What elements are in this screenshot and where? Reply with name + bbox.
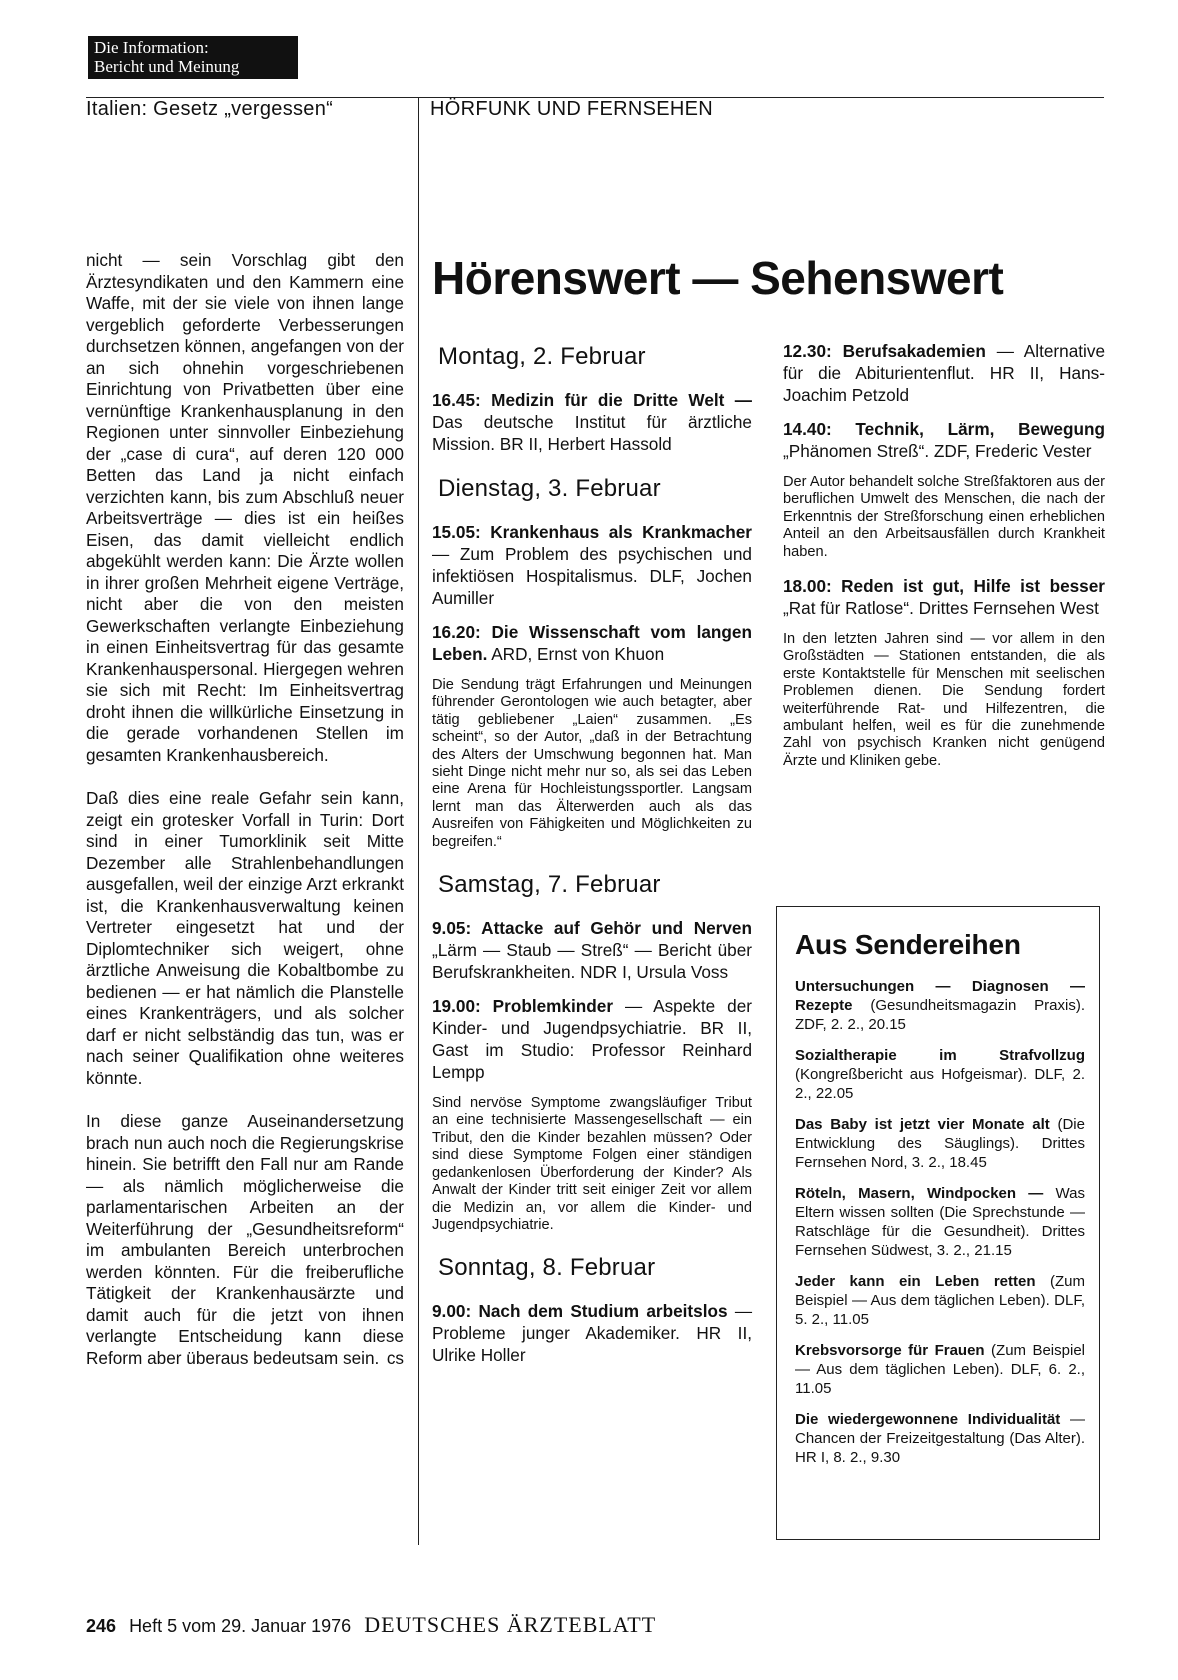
program-title: 12.30: Berufsakademien bbox=[783, 341, 986, 361]
page-headline: Hörenswert — Sehenswert bbox=[432, 252, 1004, 304]
series-details: (Gesundheitsmagazin Praxis). ZDF, 2. 2., 20.15 bbox=[795, 997, 1085, 1033]
schedule-column-right bbox=[783, 340, 1105, 784]
series-box-title: Aus Sendereihen bbox=[795, 929, 1021, 960]
series-entry bbox=[795, 1341, 1085, 1398]
program-entry bbox=[783, 575, 1105, 619]
program-title: 15.05: Krankenhaus als Krankmacher bbox=[432, 522, 752, 542]
schedule-column-left bbox=[432, 343, 752, 1378]
series-details: (Die Entwicklung des Säuglings). Drittes Fernsehen Nord, 3. 2., 18.45 bbox=[795, 1116, 1085, 1171]
column-divider bbox=[418, 97, 419, 1545]
ribbon-line-1: Die Information: bbox=[94, 38, 209, 57]
program-title: 16.20: Die Wissenschaft vom langen Leben. bbox=[432, 622, 752, 664]
program-description: Die Sendung trägt Erfahrungen und Meinungen führender Gerontologen wie auch betagter, aber tätig gebliebener „Laien“ zusammen. „Es scheint“, so der Autor, „daß in der Betrachtung des Alters der Umschwung begonnen hat. Man sieht Dinge nicht mehr nur so, als sei das Leben eine Arena für Hochleistungssportler. Langsam lernt man das Älterwerden auch als das Ausreifen von Fähigkeiten und Möglichkeiten zu begreifen.“ bbox=[432, 677, 752, 850]
series-title: Krebsvorsorge für Frauen bbox=[795, 1342, 985, 1359]
program-title: 19.00: Problemkinder bbox=[432, 996, 614, 1017]
program-details: — Probleme junger Akademiker. HR II, Ulrike Holler bbox=[432, 1301, 752, 1366]
article-paragraph-3: In diese ganze Auseinandersetzung brach nun auch noch die Regierungskrise hinein. Sie betrifft den Fall nur am Rande — als nämlich möglicherweise die parlamentarischen Arbeiten an der Weiterführung der „Gesundheitsreform“ im ambulanten Bereich unterbrochen werden könnten. Für die freiberufliche Tätigkeit der Krankenhausärzte und damit auch für die jetzt von ihnen verlangte Entscheidung kann diese Reform aber überaus bedeutsam sein. bbox=[86, 1111, 404, 1368]
section-ribbon bbox=[88, 36, 298, 79]
ribbon-line-2: Bericht und Meinung bbox=[94, 57, 240, 76]
program-details: „Rat für Ratlose“. Drittes Fernsehen West bbox=[783, 598, 1099, 619]
day-heading-monday: Montag, 2. Februar bbox=[438, 343, 646, 370]
program-entry bbox=[432, 917, 752, 983]
series-title: Untersuchungen — Diagnosen — Rezepte bbox=[795, 978, 1085, 1014]
series-entry bbox=[795, 1184, 1085, 1260]
program-details: — Zum Problem des psychischen und infektiösen Hospitalismus. DLF, Jochen Aumiller bbox=[432, 544, 752, 608]
day-heading-tuesday: Dienstag, 3. Februar bbox=[438, 475, 661, 502]
program-title: 16.45: Medizin für die Dritte Welt — bbox=[432, 390, 752, 410]
program-details: Das deutsche Institut für ärztliche Mission. BR II, Herbert Hassold bbox=[432, 412, 752, 454]
left-kicker: Italien: Gesetz „vergessen“ bbox=[86, 98, 334, 120]
series-title: Jeder kann ein Leben retten bbox=[795, 1273, 1036, 1290]
page-footer bbox=[86, 1612, 656, 1638]
series-title: Sozialtherapie im Strafvollzug bbox=[795, 1047, 1085, 1064]
series-entry bbox=[795, 1115, 1085, 1172]
page-number: 246 bbox=[86, 1616, 117, 1636]
series-entry bbox=[795, 1046, 1085, 1103]
series-entry bbox=[795, 1410, 1085, 1467]
series-entry bbox=[795, 1272, 1085, 1329]
series-title: Die wiedergewonnene Individualität bbox=[795, 1411, 1061, 1428]
program-entry bbox=[432, 995, 752, 1083]
program-description: Der Autor behandelt solche Streßfaktoren aus der beruflichen Umwelt des Menschen, die nach der Erkenntnis der Streßforschung einen erheblichen Anteil an den Arbeitsausfällen durch Krankheit haben. bbox=[783, 474, 1105, 560]
series-details: Was Eltern wissen sollten (Die Sprechstunde — Ratschläge für die Gesundheit). Drittes Fernsehen Südwest, 3. 2., 21.15 bbox=[795, 1185, 1085, 1259]
article-signature: cs bbox=[386, 1348, 404, 1368]
program-title: 9.05: Attacke auf Gehör und Nerven bbox=[432, 918, 752, 939]
article-paragraph-1: nicht — sein Vorschlag gibt den Ärztesyndikaten und den Kammern eine Waffe, mit der sie viele von ihnen lange vergeblich geforderte Verbesserungen durchsetzen können, angefangen von der an sich ohnehin vorgeschriebenen Einrichtung von Privatbetten über eine vernünftige Krankenhausplanung in den Regionen unter sinnvoller Einbeziehung der „case di cura“, auf deren 120 000 Betten das Land ja nicht einfach verzichten kann, bis zum Abschluß neuer Arbeitsverträge — dies ist ein heißes Eisen, das damit vielleicht endlich abgekühlt werden kann: Die Ärzte wollen in ihrer großen Mehrheit eigene Verträge, nicht aber die von den meisten Gewerkschaften verlangte Einbeziehung in einen Einheitsvertrag für das gesamte Krankenhauspersonal. Hiergegen wehren sie sich mit Recht: Im Einheitsvertrag droht ihnen die willkürliche Einsetzung in die gerade vorhandenen Stellen im gesamten Krankenhausbereich. bbox=[86, 250, 404, 765]
program-details: „Phänomen Streß“. ZDF, Frederic Vester bbox=[783, 441, 1092, 461]
program-entry bbox=[432, 621, 752, 665]
program-entry bbox=[432, 521, 752, 609]
program-details: „Lärm — Staub — Streß“ — Bericht über Berufskrankheiten. NDR I, Ursula Voss bbox=[432, 940, 752, 983]
program-description: In den letzten Jahren sind — vor allem in den Großstädten — Stationen entstanden, die als erste Kontaktstelle für Menschen mit seelischen Problemen dienen. Die Sendung fordert weiterführende Rat- und Hilfezentren, die ambulant helfen, weil es für die zunehmende Zahl von psychisch Kranken nicht genügend Ärzte und Kliniken gebe. bbox=[783, 631, 1105, 769]
program-entry bbox=[432, 389, 752, 455]
series-entry bbox=[795, 977, 1085, 1034]
program-entry bbox=[783, 418, 1105, 462]
series-details: (Zum Beispiel — Aus dem täglichen Leben). DLF, 6. 2., 11.05 bbox=[795, 1342, 1085, 1397]
series-details: (Zum Beispiel — Aus dem täglichen Leben). DLF, 5. 2., 11.05 bbox=[795, 1273, 1086, 1328]
article-paragraph-2: Daß dies eine reale Gefahr sein kann, zeigt ein grotesker Vorfall in Turin: Dort sind in einer Tumorklinik seit Mitte Dezember alle Strahlenbehandlungen ausgefallen, weil der einzige Arzt erkrankt ist, die Krankenhausverwaltung keinen Vertreter eingesetzt hat und der Diplomtechniker sich weigert, ohne ärztliche Anweisung die Kobaltbombe zu bedienen — er hat nämlich die Planstelle eines Krankenträgers, und als solcher darf er nicht selbständig das tun, was er nach seiner Qualifikation ohne weiteres könnte. bbox=[86, 788, 404, 1088]
series-box bbox=[776, 906, 1100, 1540]
program-description: Sind nervöse Symptome zwangsläufiger Tribut an eine technisierte Massengesellschaft — ein Tribut, den die Kinder bezahlen müssen? Oder sind diese Symptome Folgen einer ständigen gedankenlosen Überforderung der Kinder? Als Anwalt der Kinder tritt seit einiger Zeit vor allem die Medizin an, vor allem die Kinder- und Jugendpsychiatrie. bbox=[432, 1095, 752, 1233]
program-entry bbox=[432, 1300, 752, 1366]
series-title: Röteln, Masern, Windpocken — bbox=[795, 1185, 1044, 1202]
issue-info: Heft 5 vom 29. Januar 1976 bbox=[129, 1616, 352, 1636]
right-kicker: HÖRFUNK UND FERNSEHEN bbox=[430, 98, 713, 120]
article-column bbox=[86, 250, 404, 1370]
series-details: (Kongreßbericht aus Hofgeismar). DLF, 2. 2., 22.05 bbox=[795, 1066, 1085, 1102]
magazine-name: DEUTSCHES ÄRZTEBLATT bbox=[364, 1612, 657, 1637]
program-title: 9.00: Nach dem Studium arbeitslos bbox=[432, 1301, 728, 1322]
program-title: 14.40: Technik, Lärm, Bewegung bbox=[783, 419, 1105, 439]
program-entry bbox=[783, 340, 1105, 406]
program-details: ARD, Ernst von Khuon bbox=[491, 644, 665, 664]
day-heading-saturday: Samstag, 7. Februar bbox=[438, 871, 661, 899]
program-title: 18.00: Reden ist gut, Hilfe ist besser bbox=[783, 576, 1105, 597]
series-title: Das Baby ist jetzt vier Monate alt bbox=[795, 1116, 1050, 1133]
program-details: — Alternative für die Abiturientenflut. HR II, Hans-Joachim Petzold bbox=[783, 341, 1105, 405]
series-details: — Chancen der Freizeitgestaltung (Das Alter). HR I, 8. 2., 9.30 bbox=[795, 1411, 1086, 1466]
day-heading-sunday: Sonntag, 8. Februar bbox=[438, 1254, 656, 1282]
program-details: — Aspekte der Kinder- und Jugendpsychiatrie. BR II, Gast im Studio: Professor Reinhard Lempp bbox=[432, 996, 752, 1083]
